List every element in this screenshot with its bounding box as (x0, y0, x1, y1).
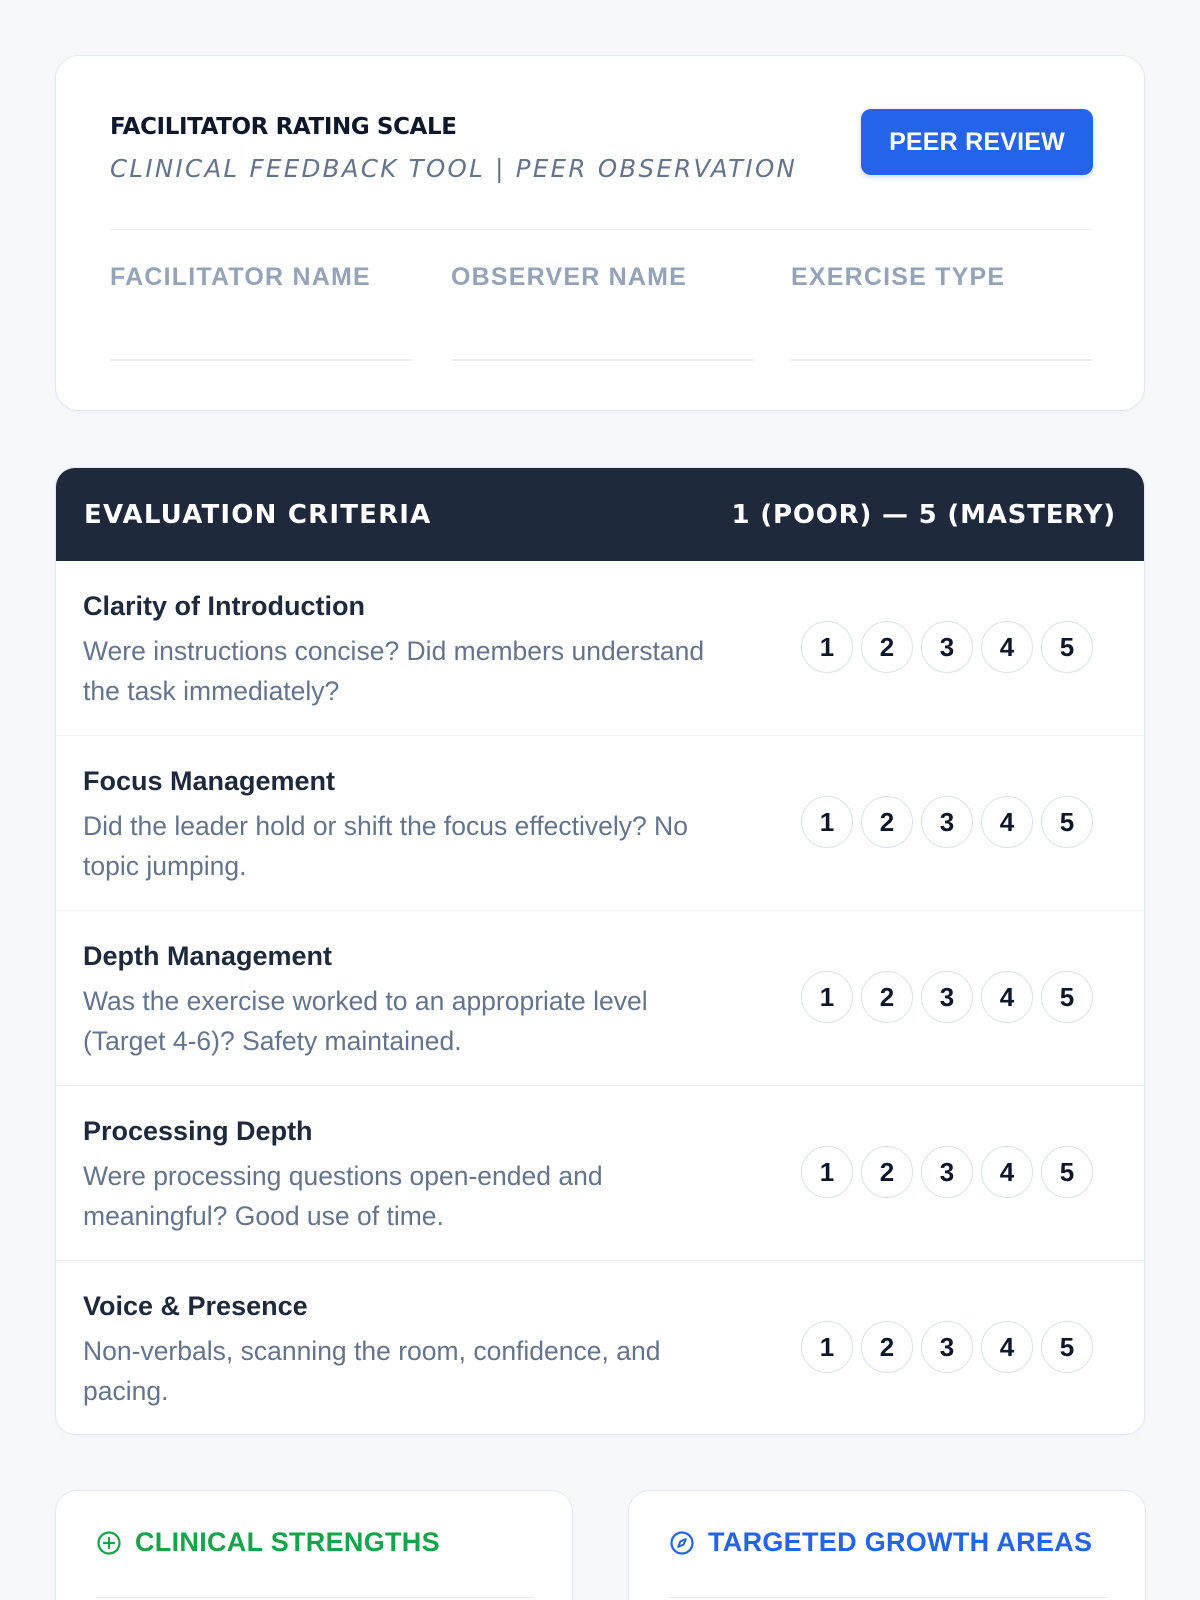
rating-button-3[interactable]: 3 (921, 1321, 973, 1373)
criterion-description: Was the exercise worked to an appropriate level (Target 4-6)? Safety maintained. (83, 986, 648, 1056)
criterion-description: Were processing questions open-ended and meaningful? Good use of time. (83, 1161, 603, 1231)
criterion-name: Voice & Presence (83, 1291, 308, 1321)
header-card (55, 55, 1145, 411)
criteria-heading: EVALUATION CRITERIA (84, 499, 432, 530)
rating-scale-legend: 1 (POOR) — 5 (MASTERY) (731, 499, 1116, 530)
clinical-strengths-card (55, 1490, 573, 1600)
criterion-description: Were instructions concise? Did members understand the task immediately? (83, 636, 705, 706)
exercise-type-input[interactable] (791, 309, 1093, 361)
form-title: FACILITATOR RATING SCALE (110, 114, 457, 140)
rating-button-5[interactable]: 5 (1041, 1321, 1093, 1373)
rating-button-4[interactable]: 4 (981, 971, 1033, 1023)
criteria-header (56, 468, 1144, 561)
observer-name-field (451, 263, 753, 413)
criteria-rows (56, 561, 1144, 1435)
clinical-strengths-input[interactable] (96, 1597, 534, 1598)
rating-button-3[interactable]: 3 (921, 1146, 973, 1198)
rating-button-2[interactable]: 2 (861, 1146, 913, 1198)
criterion-name: Depth Management (83, 941, 333, 971)
rating-group-voice-and-presence (801, 1321, 1093, 1373)
rating-button-2[interactable]: 2 (861, 796, 913, 848)
rating-button-1[interactable]: 1 (801, 1321, 853, 1373)
facilitator-name-field (110, 263, 412, 413)
criterion-row-clarity-of-introduction (56, 561, 1144, 736)
clinical-strengths-title: CLINICAL STRENGTHS (135, 1527, 440, 1557)
rating-button-4[interactable]: 4 (981, 1321, 1033, 1373)
criterion-description: Non-verbals, scanning the room, confidence, and pacing. (83, 1336, 661, 1406)
rating-button-1[interactable]: 1 (801, 796, 853, 848)
growth-areas-input[interactable] (669, 1597, 1107, 1598)
rating-group-processing-depth (801, 1146, 1093, 1198)
rating-button-5[interactable]: 5 (1041, 971, 1093, 1023)
rating-button-3[interactable]: 3 (921, 971, 973, 1023)
plus-circle-icon (96, 1530, 122, 1556)
criterion-row-focus-management (56, 736, 1144, 911)
criterion-description: Did the leader hold or shift the focus effectively? No topic jumping. (83, 811, 688, 881)
criterion-row-processing-depth (56, 1086, 1144, 1261)
criterion-name: Clarity of Introduction (83, 591, 365, 621)
rating-group-depth-management (801, 971, 1093, 1023)
rating-button-4[interactable]: 4 (981, 621, 1033, 673)
rating-button-1[interactable]: 1 (801, 621, 853, 673)
peer-review-button[interactable]: PEER REVIEW (861, 109, 1093, 175)
rating-button-4[interactable]: 4 (981, 1146, 1033, 1198)
rating-group-focus-management (801, 796, 1093, 848)
facilitator-name-input[interactable] (110, 309, 412, 361)
rating-button-3[interactable]: 3 (921, 621, 973, 673)
rating-group-clarity-of-introduction (801, 621, 1093, 673)
rating-button-5[interactable]: 5 (1041, 1146, 1093, 1198)
growth-areas-title: TARGETED GROWTH AREAS (708, 1527, 1093, 1557)
rating-button-3[interactable]: 3 (921, 796, 973, 848)
observer-name-input[interactable] (451, 309, 753, 361)
criterion-name: Focus Management (83, 766, 336, 796)
rating-button-5[interactable]: 5 (1041, 621, 1093, 673)
rating-button-4[interactable]: 4 (981, 796, 1033, 848)
rating-button-1[interactable]: 1 (801, 1146, 853, 1198)
rating-button-2[interactable]: 2 (861, 971, 913, 1023)
rating-button-2[interactable]: 2 (861, 621, 913, 673)
rating-button-5[interactable]: 5 (1041, 796, 1093, 848)
growth-areas-heading (669, 1527, 1092, 1558)
rating-button-1[interactable]: 1 (801, 971, 853, 1023)
facilitator-name-label: FACILITATOR NAME (110, 263, 371, 291)
criteria-table (55, 467, 1145, 1435)
rating-button-2[interactable]: 2 (861, 1321, 913, 1373)
compass-icon (669, 1530, 695, 1556)
growth-areas-card (628, 1490, 1146, 1600)
form-subtitle: CLINICAL FEEDBACK TOOL | PEER OBSERVATION (110, 154, 798, 183)
criterion-row-depth-management (56, 911, 1144, 1086)
criterion-name: Processing Depth (83, 1116, 313, 1146)
clinical-strengths-heading (96, 1527, 440, 1558)
exercise-type-field (791, 263, 1093, 413)
exercise-type-label: EXERCISE TYPE (791, 263, 1006, 291)
observer-name-label: OBSERVER NAME (451, 263, 688, 291)
header-divider (110, 229, 1093, 230)
criterion-row-voice-and-presence (56, 1261, 1144, 1435)
